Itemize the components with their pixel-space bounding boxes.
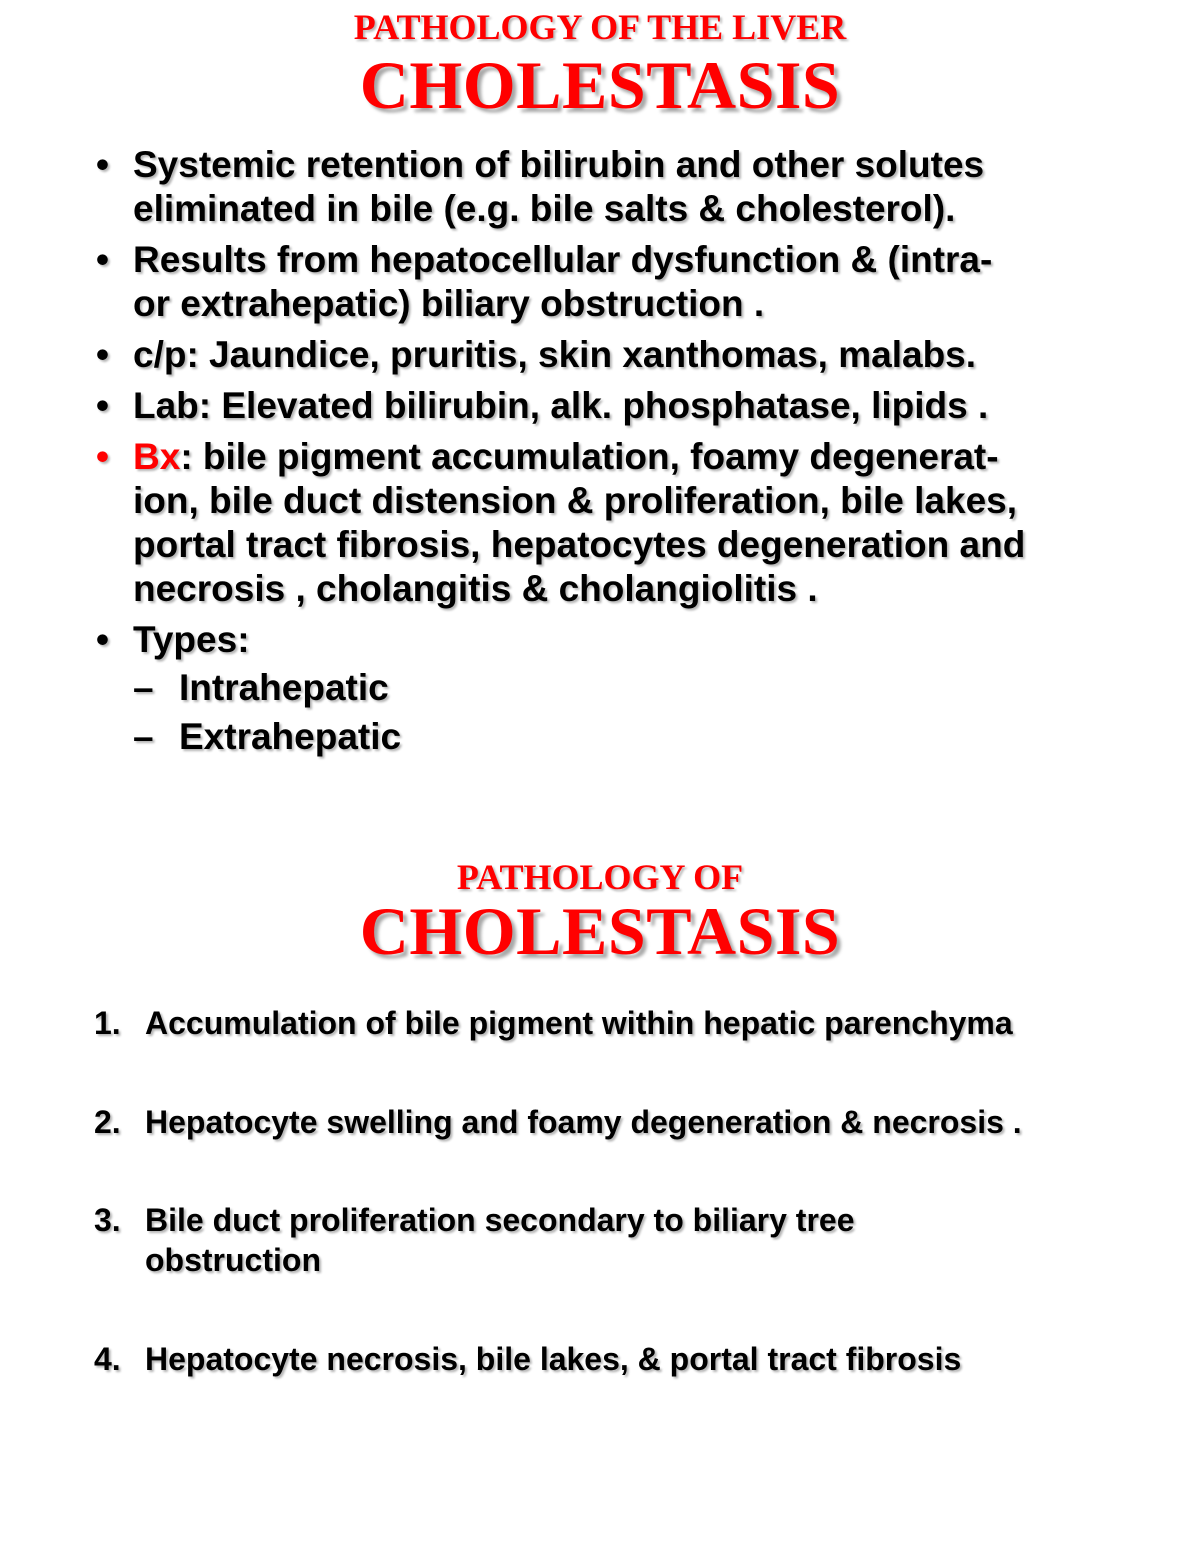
- item-number: 3.: [94, 1202, 121, 1238]
- sub-item-intrahepatic: [133, 666, 1136, 710]
- biopsy-term: Bx: [133, 436, 181, 477]
- numbered-item: [94, 1200, 1154, 1280]
- sub-item-extrahepatic: [133, 715, 1136, 759]
- bullet-line: Systemic retention of bilirubin and other solutes: [133, 144, 985, 185]
- types-sub-list: [133, 666, 1136, 759]
- bullet-icon: •: [96, 239, 109, 280]
- numbered-list: [94, 1003, 1154, 1379]
- slide-title: CHOLESTASIS: [359, 47, 841, 123]
- dash-icon: –: [133, 667, 154, 708]
- bullet-line: Types:: [133, 619, 250, 660]
- bullet-line: portal tract fibrosis, hepatocytes degeneration and: [133, 524, 1026, 565]
- numbered-item: [94, 1339, 1154, 1379]
- bullet-item: [96, 238, 1136, 326]
- bullet-line: ion, bile duct distension & proliferation, bile lakes,: [133, 480, 1018, 521]
- bullet-line: [133, 435, 1136, 479]
- numbered-item: [94, 1102, 1154, 1142]
- bullet-icon: •: [96, 144, 109, 185]
- bullet-icon: •: [96, 436, 109, 477]
- slide-kicker: PATHOLOGY OF THE LIVER: [353, 7, 847, 47]
- bullet-line: c/p: Jaundice, pruritis, skin xanthomas, malabs.: [133, 334, 977, 375]
- bullet-line: necrosis , cholangitis & cholangiolitis .: [133, 568, 818, 609]
- bullet-item-biopsy: [96, 435, 1136, 611]
- biopsy-first-line: : bile pigment accumulation, foamy degenerat-: [180, 436, 999, 477]
- item-line: Accumulation of bile pigment within hepatic parenchyma: [145, 1005, 1013, 1041]
- item-number: 2.: [94, 1104, 121, 1140]
- item-line: Bile duct proliferation secondary to biliary tree: [145, 1202, 855, 1238]
- bullet-item-types: [96, 618, 1136, 759]
- bullet-item: [96, 333, 1136, 377]
- slide-pathology-of-cholestasis: [0, 840, 1200, 1400]
- bullet-icon: •: [96, 334, 109, 375]
- bullet-line: or extrahepatic) biliary obstruction .: [133, 283, 765, 324]
- bullet-icon: •: [96, 619, 109, 660]
- bullet-line: Lab: Elevated bilirubin, alk. phosphatase, lipids .: [133, 385, 989, 426]
- item-line: Hepatocyte swelling and foamy degeneration & necrosis .: [145, 1104, 1022, 1140]
- item-line: Hepatocyte necrosis, bile lakes, & portal tract fibrosis: [145, 1341, 962, 1377]
- bullet-icon: •: [96, 385, 109, 426]
- bullet-list: [96, 143, 1136, 766]
- dash-icon: –: [133, 716, 154, 757]
- numbered-item: [94, 1003, 1154, 1043]
- sub-item-label: Intrahepatic: [179, 667, 389, 708]
- slide-kicker: PATHOLOGY OF: [456, 857, 744, 897]
- item-number: 1.: [94, 1005, 121, 1041]
- item-line: obstruction: [145, 1242, 321, 1278]
- bullet-item: [96, 384, 1136, 428]
- bullet-line: eliminated in bile (e.g. bile salts & cholesterol).: [133, 188, 956, 229]
- slide-title: CHOLESTASIS: [359, 893, 841, 969]
- bullet-line: Results from hepatocellular dysfunction & (intra-: [133, 239, 993, 280]
- bullet-item: [96, 143, 1136, 231]
- sub-item-label: Extrahepatic: [179, 716, 402, 757]
- item-number: 4.: [94, 1341, 121, 1377]
